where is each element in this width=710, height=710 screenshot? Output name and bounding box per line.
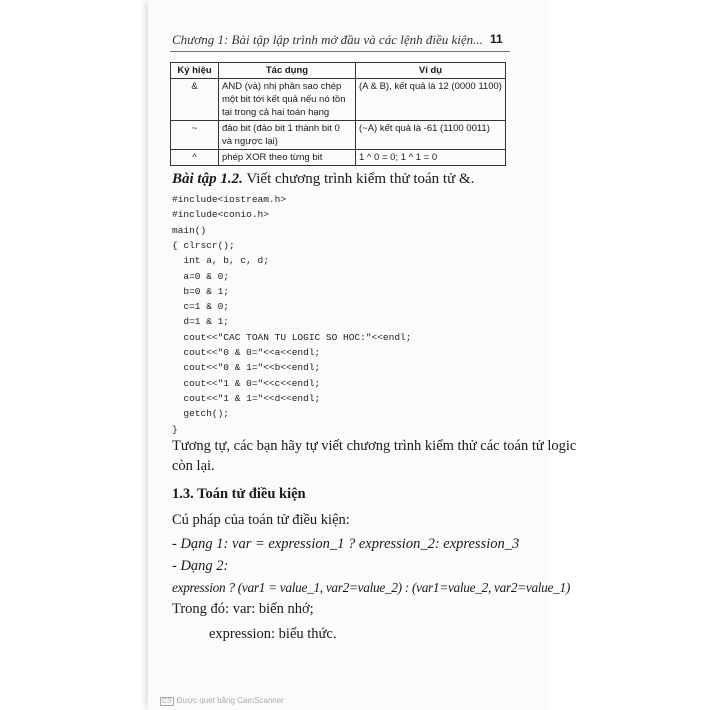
code-line: #include<iostream.h> (172, 194, 287, 205)
header-rule (170, 51, 510, 52)
col-header: Ví dụ (356, 63, 506, 79)
exercise-title (172, 171, 474, 188)
example-cell: (~A) kết quả là -61 (1100 0011) (356, 121, 506, 150)
code-line: #include<conio.h> (172, 209, 269, 221)
where-line: Trong đó: var: biến nhớ; (172, 601, 314, 617)
footer-text: Được quét bằng CamScanner (176, 696, 284, 705)
paragraph-line: còn lại. (172, 458, 215, 474)
table-row (171, 79, 506, 121)
col-header: Ký hiệu (171, 63, 219, 79)
code-line: cout<<"1 & 0="<<c<<endl; (172, 377, 321, 389)
symbol-cell: ^ (171, 150, 219, 166)
operator-table (170, 62, 506, 166)
effect-cell: AND (và) nhị phân sao chép một bit tới kết quả nếu nó tồn tại trong cả hai toán hạng (219, 79, 356, 121)
effect-cell: phép XOR theo từng bit (219, 150, 356, 166)
exercise-label: Bài tập 1.2. (172, 171, 243, 187)
code-line: cout<<"0 & 1="<<b<<endl; (172, 362, 321, 374)
code-line: main() (172, 224, 207, 236)
where-line: expression: biểu thức. (209, 626, 337, 642)
table-row (171, 150, 506, 166)
code-line: b=0 & 1; (172, 285, 230, 297)
syntax-form-1: - Dạng 1: var = expression_1 ? expression_2: expression_3 (172, 536, 520, 552)
example-cell: (A & B), kết quả là 12 (0000 1100) (356, 79, 506, 121)
code-line: cout<<"0 & 0="<<a<<endl; (172, 347, 321, 358)
paragraph-line: Tương tự, các bạn hãy tự viết chương trình kiểm thử các toán tử logic (172, 438, 577, 454)
page-number: 11 (490, 32, 503, 46)
code-line: getch(); (172, 408, 230, 420)
code-line: int a, b, c, d; (172, 255, 269, 267)
code-line: a=0 & 0; (172, 270, 230, 282)
code-line: c=1 & 0; (172, 301, 230, 313)
section-heading: 1.3. Toán tử điều kiện (172, 486, 306, 502)
table-header-row (171, 63, 506, 79)
running-header: Chương 1: Bài tập lập trình mở đầu và các lệnh điều kiện... (172, 32, 483, 47)
effect-cell: đảo bit (đảo bit 1 thành bit 0 và ngược lại) (219, 121, 356, 150)
example-cell: 1 ^ 0 = 0; 1 ^ 1 = 0 (356, 150, 506, 166)
code-line: { clrscr(); (172, 239, 235, 251)
table-row (171, 121, 506, 150)
syntax-form-2-label: - Dạng 2: (172, 558, 229, 574)
code-line: } (172, 423, 178, 435)
camscanner-footer (160, 696, 284, 706)
camscanner-logo-icon: CS (162, 698, 172, 705)
symbol-cell: ~ (171, 121, 219, 150)
col-header: Tác dụng (219, 63, 356, 79)
code-line: cout<<"1 & 1="<<d<<endl; (172, 392, 321, 404)
exercise-text: Viết chương trình kiểm thử toán tử &. (242, 171, 475, 187)
symbol-cell: & (171, 79, 219, 121)
syntax-form-2-expression: expression ? (var1 = value_1, var2=value_2) : (var1=value_2, var2=value_1) (172, 580, 570, 595)
syntax-intro: Cú pháp của toán tử điều kiện: (172, 512, 350, 528)
code-line: cout<<"CAC TOAN TU LOGIC SO HOC:"<<endl; (172, 331, 412, 343)
code-line: d=1 & 1; (172, 316, 230, 328)
